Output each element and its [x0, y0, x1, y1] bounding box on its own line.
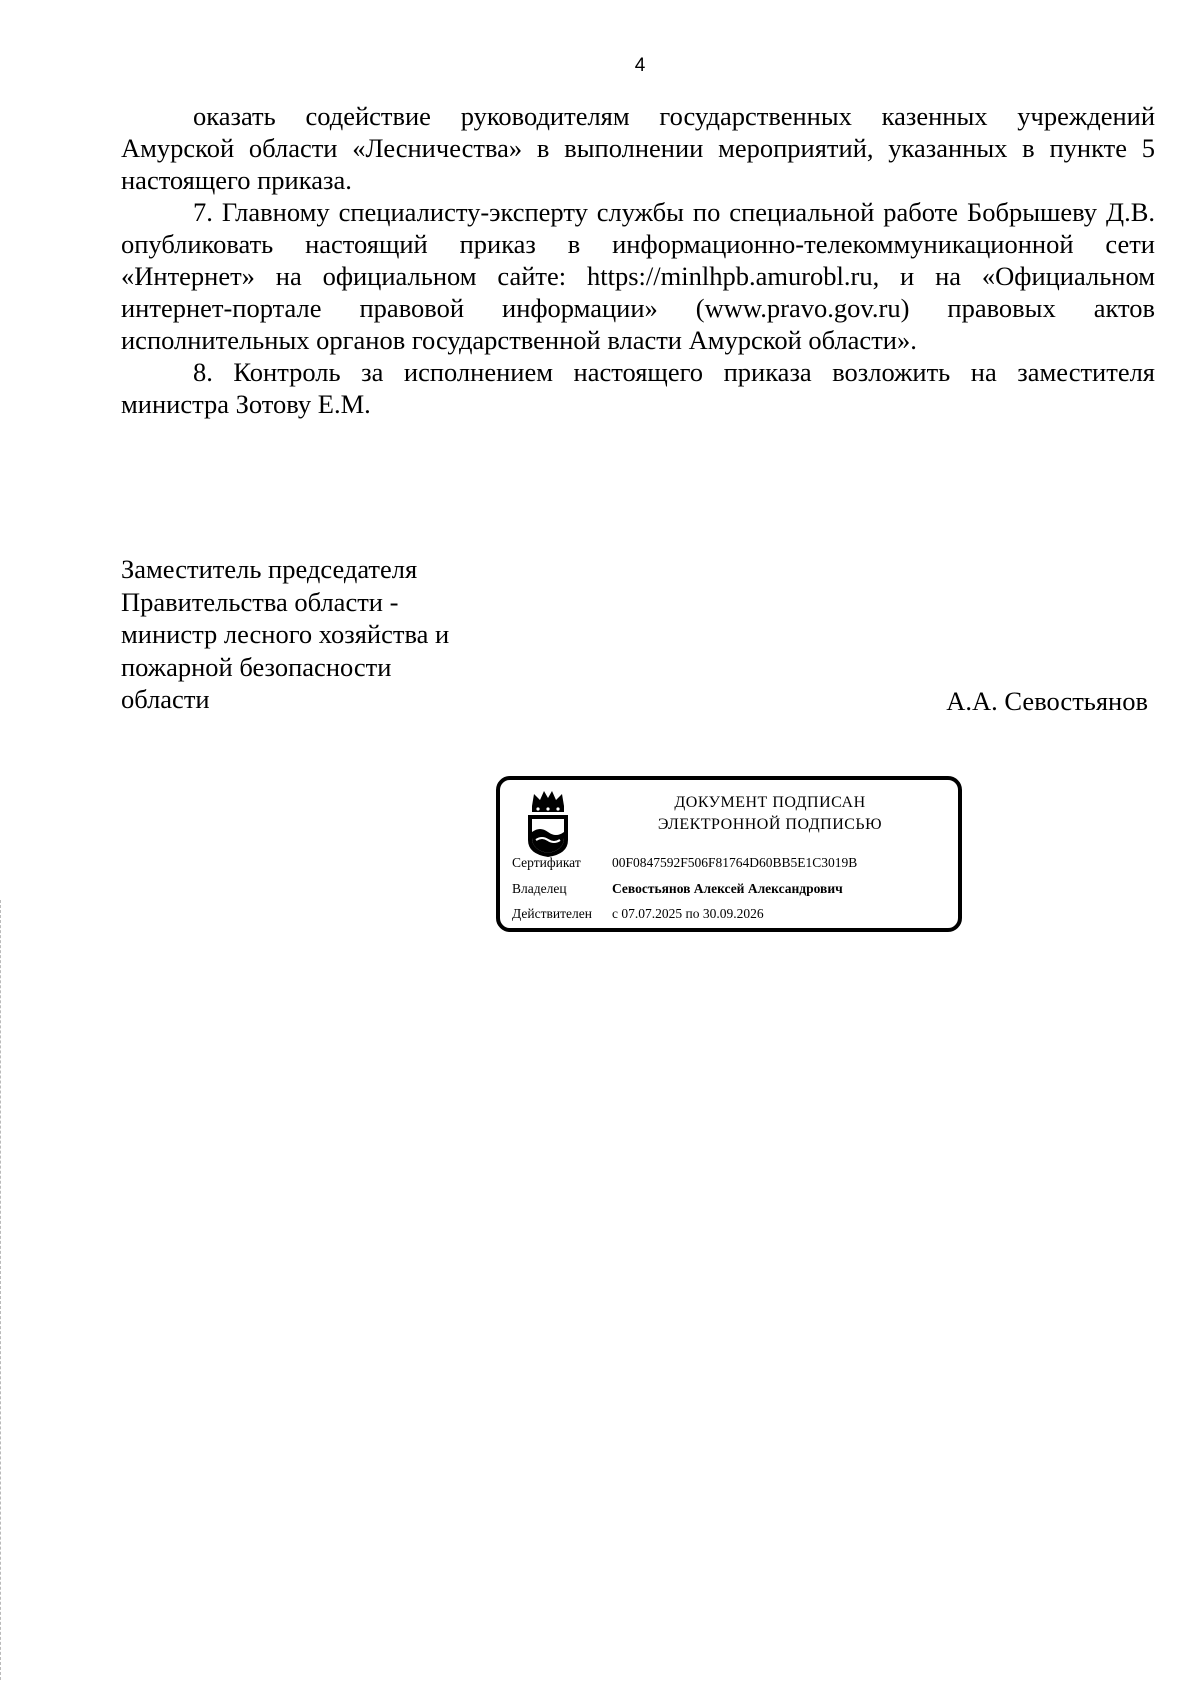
electronic-signature-stamp: [496, 776, 962, 932]
signatory-name: А.А. Севостьянов: [946, 686, 1148, 716]
stamp-validity-row: [512, 906, 764, 922]
paragraph-continuation: оказать содействие руководителям государственных казенных учреждений Амурской области «Лесничества» в выполнении мероприятий, указанных в пункте 5 настоящего приказа.: [121, 101, 1155, 195]
owner-value: Севостьянов Алексей Александрович: [612, 881, 843, 896]
scan-edge-mark: [0, 900, 3, 1680]
stamp-owner-row: [512, 881, 843, 897]
amur-region-coat-of-arms-icon: [524, 788, 572, 858]
position-line: Заместитель председателя: [121, 554, 418, 584]
document-body: [121, 100, 1155, 420]
owner-label: Владелец: [512, 881, 567, 896]
paragraph-item-7: 7. Главному специалисту-эксперту службы по специальной работе Бобрышеву Д.В. опубликовать настоящий приказ в информационно-телекоммуникационной сети «Интернет» на официальном сайте: https://minlhpb.amurobl.ru, и на «Официальном интернет-портале правовой информации» (www.pravo.gov.ru) правовых актов исполнительных органов государственной власти Амурской области».: [121, 197, 1155, 355]
stamp-title-line: ЭЛЕКТРОННОЙ ПОДПИСЬЮ: [657, 816, 883, 833]
position-line: Правительства области -: [121, 586, 399, 617]
validity-label: Действителен: [512, 906, 592, 921]
stamp-certificate-row: [512, 855, 857, 871]
position-line: министр лесного хозяйства и: [121, 619, 450, 649]
position-line: области: [121, 684, 210, 714]
signatory-position: [121, 553, 449, 716]
certificate-value: 00F0847592F506F81764D60BB5E1C3019B: [612, 855, 858, 870]
position-line: пожарной безопасности: [121, 651, 392, 682]
stamp-title: [610, 792, 930, 836]
certificate-label: Сертификат: [512, 855, 581, 870]
page-number: 4: [634, 55, 646, 76]
stamp-title-line: ДОКУМЕНТ ПОДПИСАН: [674, 794, 866, 811]
validity-value: с 07.07.2025 по 30.09.2026: [612, 906, 764, 921]
paragraph-item-8: 8. Контроль за исполнением настоящего приказа возложить на заместителя министра Зотову Е.М.: [121, 357, 1155, 419]
